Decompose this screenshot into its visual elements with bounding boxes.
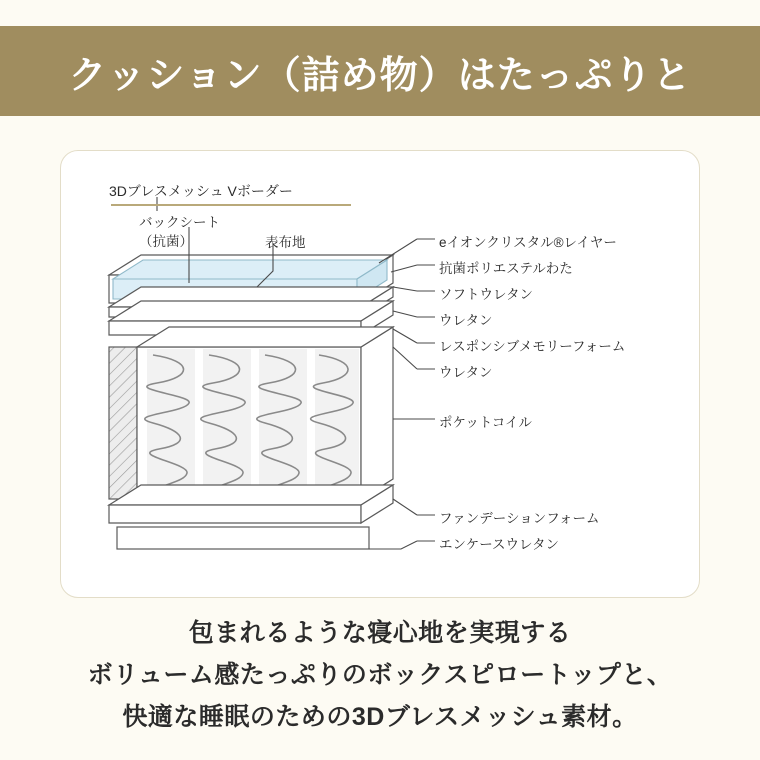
label-foundation-foam: ファンデーションフォーム [439, 511, 600, 526]
caption-line-3: 快適な睡眠のための3Dブレスメッシュ素材。 [122, 703, 638, 731]
label-back-sheet-line2: （抗菌） [139, 234, 193, 249]
label-urethane-upper: ウレタン [439, 313, 493, 328]
badge-label: 3Dブレスメッシュ Vボーダー [109, 183, 293, 199]
label-pocket-coil: ポケットコイル [439, 415, 532, 430]
diagram-card [60, 150, 700, 598]
label-back-sheet-line1: バックシート [139, 215, 220, 230]
label-eion-crystal-layer: eイオンクリスタル®レイヤー [439, 235, 617, 250]
caption-block [0, 612, 760, 738]
label-back-sheet [139, 213, 220, 251]
caption-line-2: ボリューム感たっぷりのボックスピロートップと、 [87, 661, 673, 689]
caption-line-1: 包まれるような寝心地を実現する [188, 619, 572, 647]
page-title: クッション（詰め物）はたっぷりと [68, 54, 692, 97]
label-antibacterial-polyester-wata: 抗菌ポリエステルわた [439, 261, 573, 276]
label-urethane-lower: ウレタン [439, 365, 493, 380]
label-responsive-memory-foam: レスポンシブメモリーフォーム [439, 339, 626, 354]
header-banner [0, 26, 760, 116]
label-encase-urethane: エンケースウレタン [439, 537, 560, 552]
mattress-cross-section-diagram [61, 151, 701, 599]
label-face-fabric: 表布地 [265, 235, 306, 250]
label-soft-urethane: ソフトウレタン [439, 287, 533, 302]
